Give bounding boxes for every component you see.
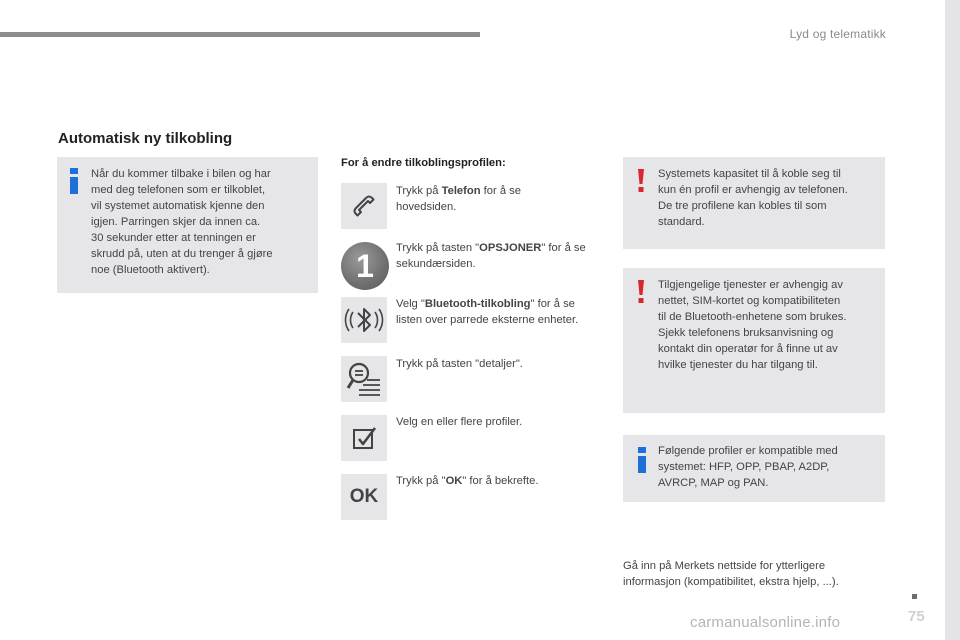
ok-icon-tile [341,474,387,520]
text-line: nettet, SIM-kortet og kompatibiliteten [658,295,841,307]
text-line: med deg telefonen som er tilkoblet, [91,184,266,196]
footer-note [623,558,883,590]
info-text-compatible-profiles [658,443,882,491]
warning-text-services [658,277,882,373]
info-icon [69,168,79,198]
text-line: systemet: HFP, OPP, PBAP, A2DP, [658,461,830,473]
text-line: Tilgjengelige tjenester er avhengig av [658,279,843,291]
text-line: igjen. Parringen skjer da innen ca. [91,216,261,228]
warning-icon [637,280,645,309]
step-text-telefon [396,183,561,215]
text-line: til de Bluetooth-enhetene som brukes. [658,311,847,323]
warning-box-profile-capacity [623,157,885,249]
page-marker [912,594,917,599]
text-line: Systemets kapasitet til å koble seg til [658,168,841,180]
step-text-bluetooth [396,296,601,328]
step-text-post: " for å se sekundærsiden. [396,242,586,270]
step-text-post: " for å se listen over parrede eksterne enheter. [396,298,579,326]
text-line: vil systemet automatisk kjenne den [91,200,265,212]
warning-icon [637,169,645,198]
info-icon [637,447,647,478]
step-number-badge: 1 [341,242,389,290]
page-title: Automatisk ny tilkobling [58,130,233,147]
step-text-pre: Trykk på tasten "detaljer". [396,358,523,370]
text-line: noe (Bluetooth aktivert). [91,264,210,276]
text-line: 30 sekunder etter at tenningen er [91,232,256,244]
text-line: kun én profil er avhengig av telefonen. [658,184,848,196]
warning-box-services [623,268,885,413]
phone-icon-tile [341,183,387,229]
text-line: AVRCP, MAP og PAN. [658,477,769,489]
search-list-icon [345,360,383,398]
section-label: Lyd og telematikk [789,27,886,41]
step-text-bold: Telefon [441,185,481,197]
info-box-auto-reconnect [57,157,318,293]
step-text-bold: Bluetooth-tilkobling [424,298,531,310]
text-line: standard. [658,216,705,228]
step-text-pre: Trykk på " [396,475,446,487]
step-text-pre: Trykk på tasten " [396,242,480,254]
search-list-icon-tile [341,356,387,402]
step-text-post: for å se hovedsiden. [396,185,521,213]
warning-text-profile-capacity [658,166,882,230]
text-line: Når du kommer tilbake i bilen og har [91,168,271,180]
phone-icon [349,191,379,221]
text-line: Sjekk telefonens bruksanvisning og [658,327,834,339]
checkbox-icon-tile [341,415,387,461]
step-text-detaljer [396,356,606,372]
step-text-pre: Velg en eller flere profiler. [396,416,523,428]
steps-header: For å endre tilkoblingsprofilen: [341,157,506,169]
text-line: informasjon (kompatibilitet, ekstra hjelp, ...). [623,576,839,588]
ok-icon: OK [349,486,379,507]
page-edge-strip [945,0,960,640]
step-text-ok [396,473,606,489]
header-bar [0,32,480,37]
text-line: kontakt din operatør for å finne ut av [658,343,838,355]
step-text-opsjoner [396,240,601,272]
info-text-auto-reconnect [91,166,313,278]
step-text-profiler [396,414,606,430]
text-line: Følgende profiler er kompatible med [658,445,838,457]
step-text-bold: OK [445,475,463,487]
watermark: carmanualsonline.info [690,614,841,631]
text-line: De tre profilene kan kobles til som [658,200,827,212]
text-line: Gå inn på Merkets nettside for ytterligere [623,560,826,572]
step-text-bold: OPSJONER [479,242,542,254]
text-line: hvilke tjenester du har tilgang til. [658,359,818,371]
step-text-pre: Trykk på [396,185,442,197]
bluetooth-icon-tile [341,297,387,343]
step-text-post: " for å bekrefte. [462,475,539,487]
step-text-pre: Velg " [396,298,425,310]
info-box-compatible-profiles [623,435,885,502]
checkbox-icon [350,424,378,452]
page-number: 75 [908,608,925,625]
bluetooth-icon [344,300,384,340]
text-line: skrudd på, uten at du trenger å gjøre [91,248,273,260]
